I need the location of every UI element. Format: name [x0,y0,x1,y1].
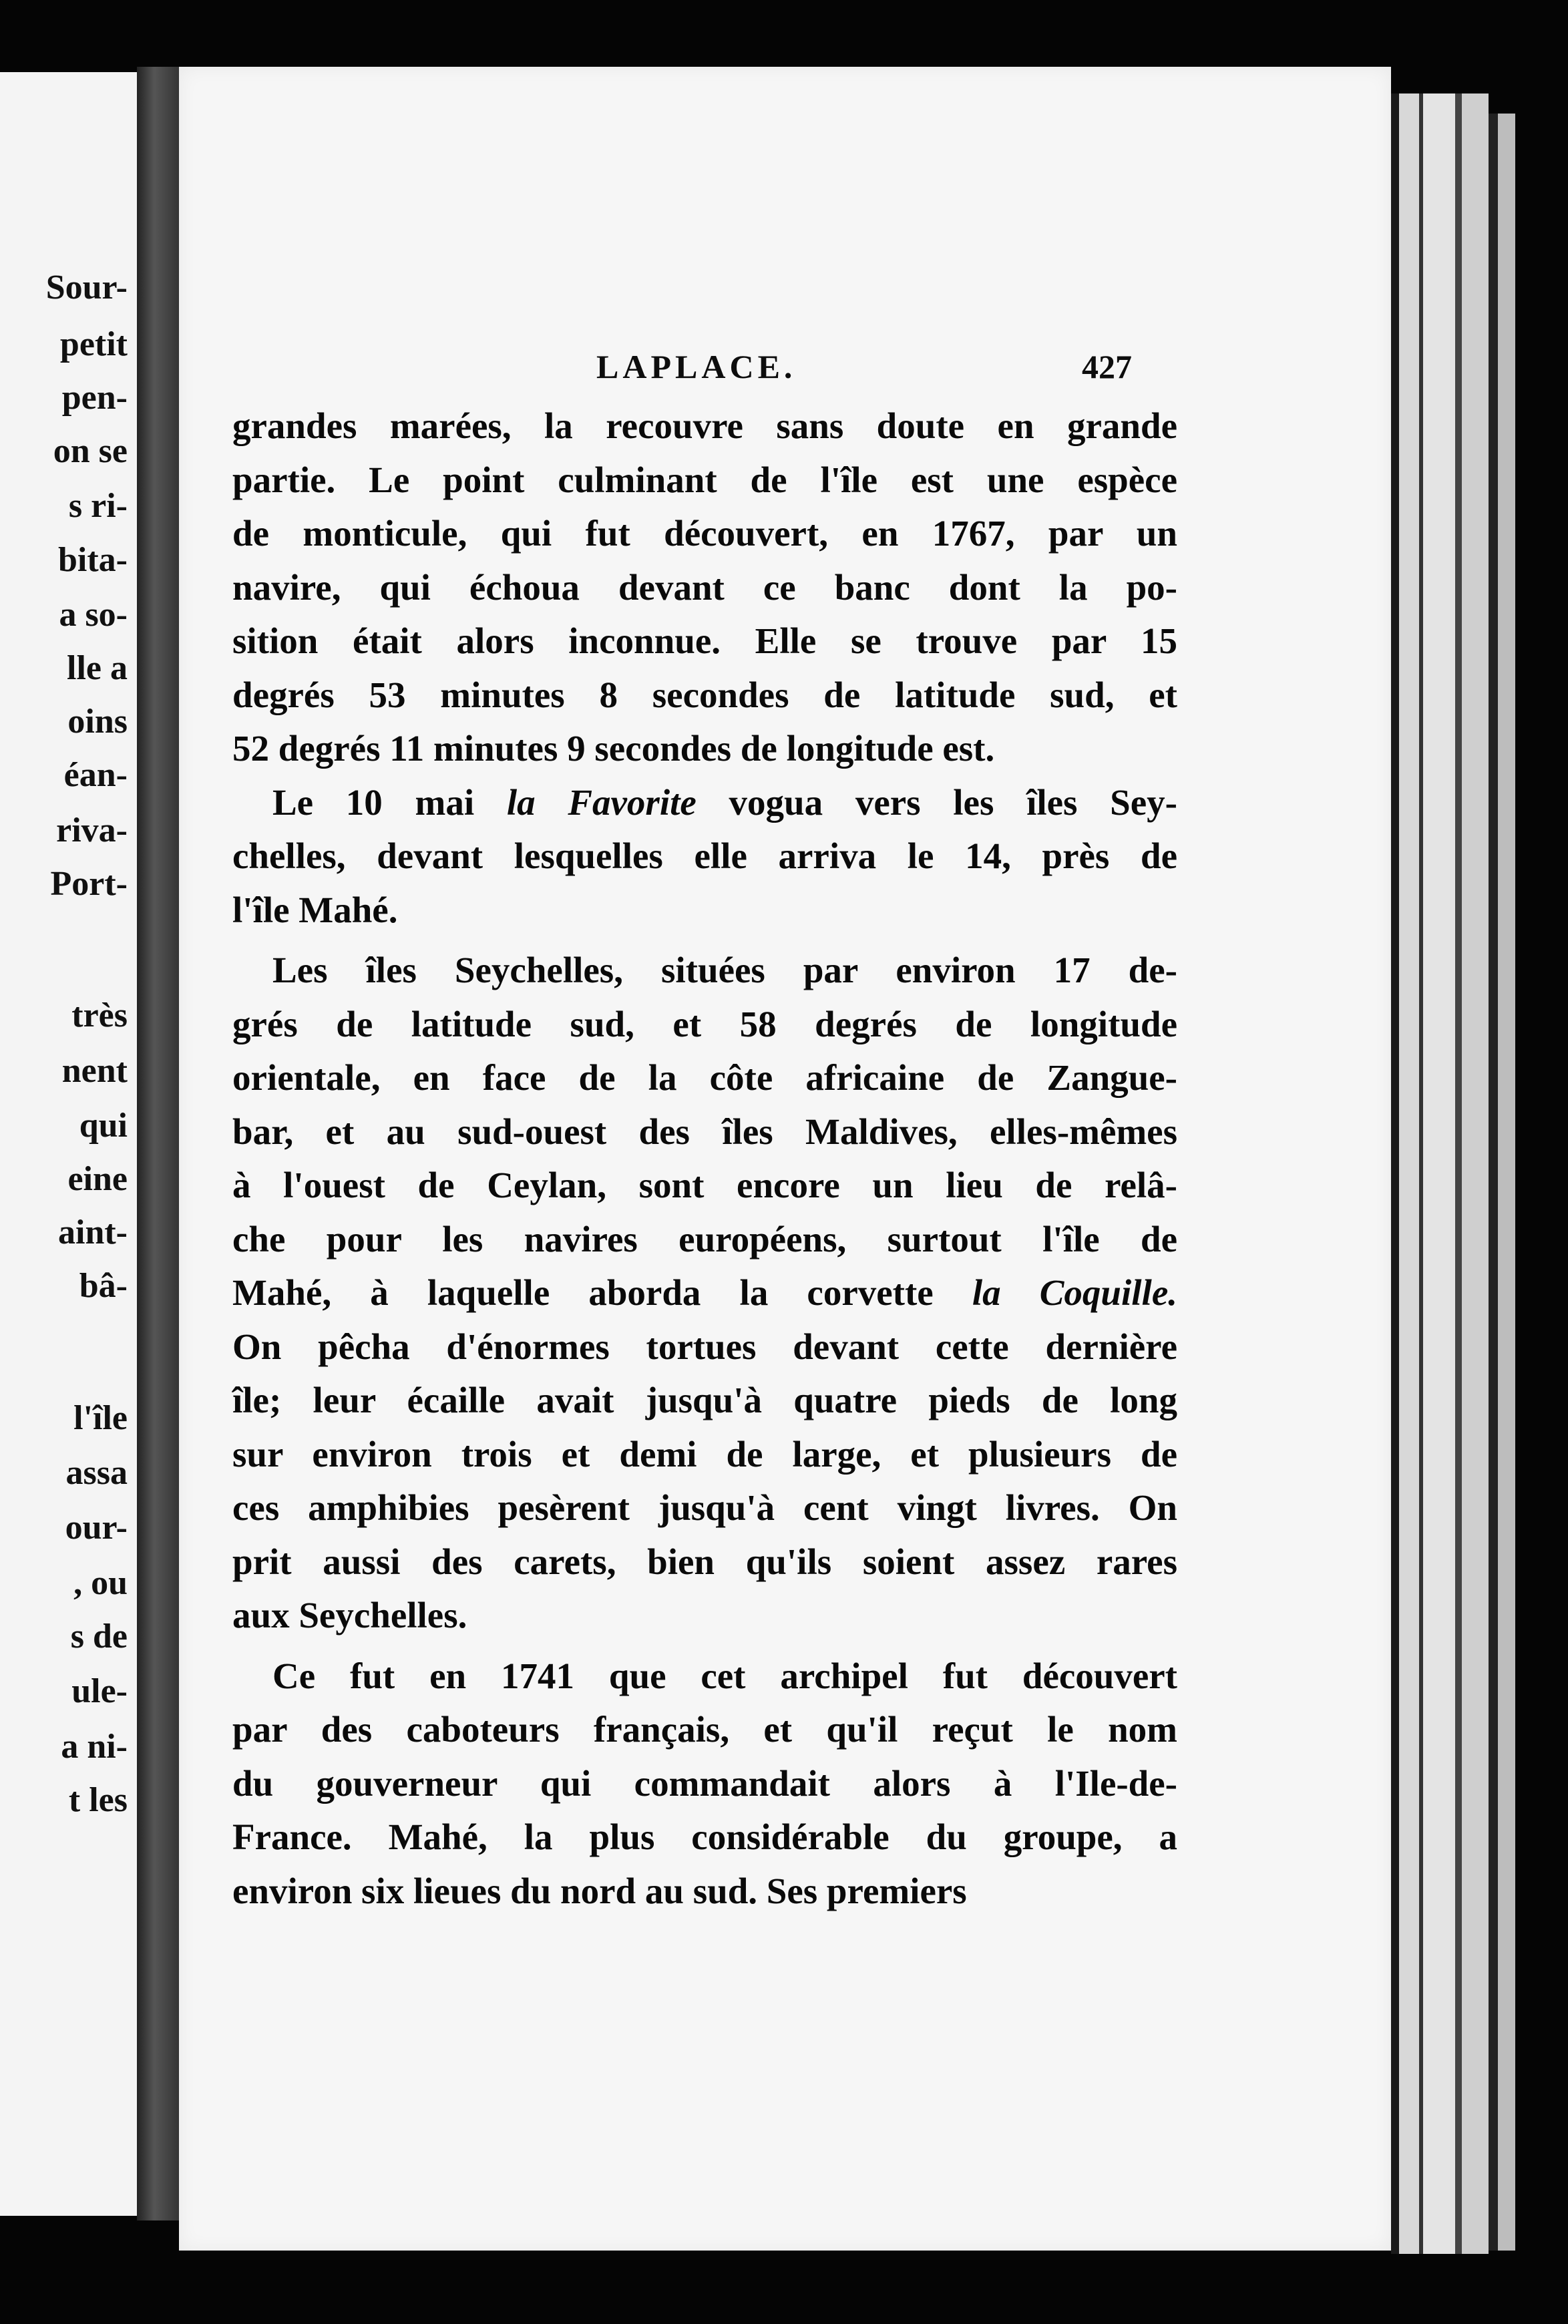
body-line [232,1051,1177,1105]
left-page-text-fragment: aint- [58,1213,128,1251]
left-page-text-fragment: a ni- [61,1728,128,1766]
line-text: partie. Le point culminant de l'île est une espèce [232,459,1177,500]
line-text: à l'ouest de Ceylan, sont encore un lieu de relâ- [232,1165,1177,1205]
main-page [179,67,1391,2251]
page-edge [1489,114,1498,2251]
line-text: Le 10 mai [272,781,507,823]
line-text: vogua vers les îles Sey- [696,781,1177,823]
left-page-text-fragment: qui [79,1107,128,1145]
left-page-text-fragment: riva- [56,811,128,849]
line-text: che pour les navires européens, surtout l'île de [232,1218,1177,1260]
left-page-text-fragment: , ou [73,1564,128,1602]
body-line [232,1105,1177,1159]
line-text: prit aussi des carets, bien qu'ils soient assez rares [232,1541,1177,1582]
body-line [232,1757,1177,1811]
body-line [232,561,1177,615]
line-text: l'île Mahé. [232,889,398,930]
page-edge [1455,93,1462,2254]
line-text: sur environ trois et demi de large, et plusieurs de [232,1433,1177,1475]
page-edge [1399,93,1419,2254]
body-line [232,1650,1177,1704]
body-line [232,453,1177,508]
line-text: de monticule, qui fut découvert, en 1767, par un [232,513,1177,554]
left-page-text-fragment: eine [67,1160,128,1198]
left-page-text-fragment: on se [53,432,128,470]
line-text: Les îles Seychelles, situées par environ 17 de- [272,950,1177,990]
line-text: bar, et au sud-ouest des îles Maldives, elles-mêmes [232,1111,1177,1152]
line-text: ces amphibies pesèrent jusqu'à cent vingt livres. On [232,1487,1177,1528]
body-line [232,829,1177,884]
body-line [232,1810,1177,1865]
body-line [232,1159,1177,1213]
line-text: degrés 53 minutes 8 secondes de latitude sud, et [232,674,1177,715]
page-number: 427 [1082,348,1132,385]
page-edge [1462,93,1489,2254]
body-line [232,1535,1177,1589]
page-edge [1498,114,1515,2251]
line-text: orientale, en face de la côte africaine de Zangue- [232,1057,1177,1098]
left-page-text-fragment: lle a [67,649,128,687]
line-text: sition était alors inconnue. Elle se trouve par 15 [232,620,1177,661]
body-line [232,722,1177,776]
line-text: Mahé, à laquelle aborda la corvette [232,1272,972,1313]
left-page-text-fragment: pen- [61,379,128,417]
body-line [232,614,1177,668]
left-page-text-fragment: nent [61,1052,128,1090]
body-line [232,399,1177,453]
page-edge [1423,93,1455,2254]
body-line [232,998,1177,1052]
line-text: 52 degrés 11 minutes 9 secondes de longitude est. [232,728,995,769]
line-text: île; leur écaille avait jusqu'à quatre pieds de long [232,1380,1177,1420]
line-text: France. Mahé, la plus considérable du groupe, a [232,1816,1177,1857]
line-text: navire, qui échoua devant ce banc dont la po- [232,566,1177,608]
body-line [232,1481,1177,1535]
line-text: du gouverneur qui commandait alors à l'Ile-de- [232,1762,1177,1804]
left-page-text-fragment: très [71,996,128,1034]
book-gutter [137,67,180,2220]
left-page-text-fragment: oins [67,703,128,741]
body-text [232,399,1177,1918]
line-text: grandes marées, la recouvre sans doute en grande [232,405,1177,446]
left-page-text-fragment: s ri- [68,487,128,525]
left-page-text-fragment: bâ- [79,1267,128,1305]
left-page-text-fragment: our- [65,1509,128,1547]
body-line [232,1266,1177,1320]
body-line [232,1589,1177,1643]
left-page-text-fragment: petit [59,325,128,363]
body-line [232,1320,1177,1374]
line-text: grés de latitude sud, et 58 degrés de longitude [232,1003,1177,1044]
line-text: aux Seychelles. [232,1595,467,1635]
running-head-title: LAPLACE. [596,348,797,385]
left-page-text-fragment: assa [65,1454,128,1492]
page-edge [1391,93,1399,2254]
body-line [232,1865,1177,1919]
line-text: On pêcha d'énormes tortues devant cette dernière [232,1326,1177,1367]
body-line [232,1374,1177,1428]
italic-ship-name: la Coquille. [972,1272,1177,1313]
left-page-text-fragment: éan- [63,756,128,794]
left-page-text-fragment: bita- [58,541,128,579]
body-line [232,884,1177,938]
line-text: par des caboteurs français, et qu'il reçut le nom [232,1709,1177,1750]
left-facing-page [0,72,137,2216]
line-text: chelles, devant lesquelles elle arriva le 14, près de [232,835,1177,876]
left-page-text-fragment: t les [68,1781,128,1819]
body-line [232,1428,1177,1482]
line-text: Ce fut en 1741 que cet archipel fut découvert [272,1655,1177,1696]
left-page-text-fragment: ule- [71,1672,128,1710]
body-line [232,507,1177,561]
body-line [232,1703,1177,1757]
body-line [232,668,1177,723]
left-page-text-fragment: a so- [59,596,128,634]
left-page-text-fragment: s de [70,1617,128,1656]
left-page-text-fragment: l'île [73,1399,128,1437]
left-page-text-fragment: Port- [50,865,128,903]
left-page-text-fragment: Sour- [45,268,128,307]
body-line [232,944,1177,998]
body-line [232,1213,1177,1267]
line-text: environ six lieues du nord au sud. Ses premiers [232,1870,967,1911]
italic-ship-name: la Favorite [506,781,697,823]
body-line [232,776,1177,830]
